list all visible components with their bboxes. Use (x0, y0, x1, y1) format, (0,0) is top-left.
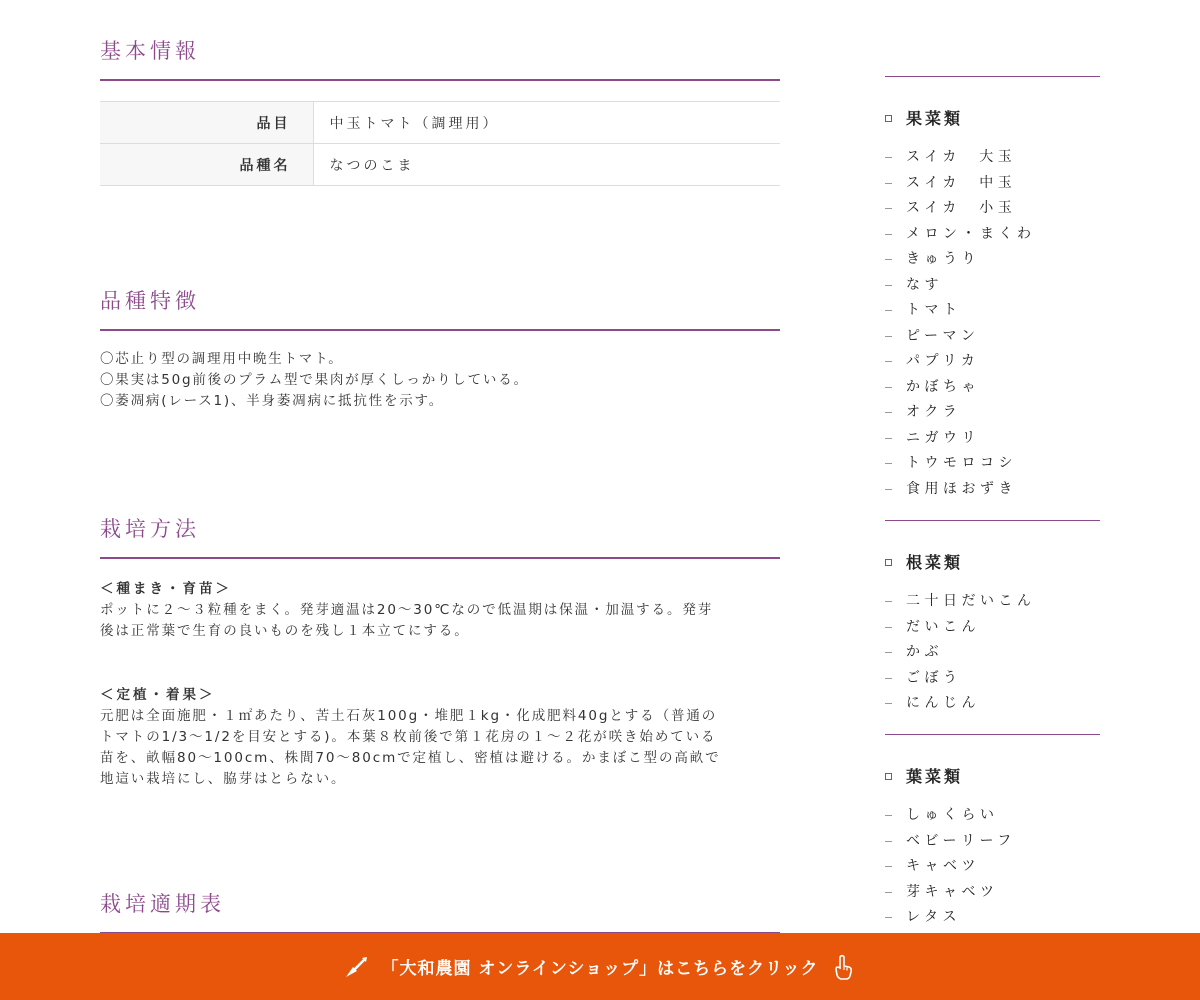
row-label-variety: 品種名 (100, 144, 313, 186)
planting-heading: ＜定植・着果＞ (100, 687, 216, 703)
sowing-heading: ＜種まき・育苗＞ (100, 581, 232, 597)
category-title: 果菜類 (885, 107, 1100, 131)
sidebar-item[interactable] (885, 640, 1100, 666)
row-value-item: 中玉トマト（調理用） (313, 102, 780, 144)
sowing-block (100, 579, 780, 642)
sidebar-item[interactable] (885, 273, 1100, 299)
sidebar-item[interactable] (885, 426, 1100, 452)
sidebar-item-label: きゅうり (906, 251, 980, 267)
sidebar-item[interactable] (885, 691, 1100, 717)
dash-icon (885, 841, 892, 842)
sidebar-item[interactable] (885, 477, 1100, 503)
planting-line: 地這い栽培にし、脇芽はとらない。 (100, 771, 347, 787)
sidebar-item-label: ピーマン (906, 327, 980, 344)
sidebar-item-label: ベビーリーフ (906, 832, 1016, 849)
category-list (885, 589, 1100, 717)
category-list (885, 145, 1100, 502)
dash-icon (885, 678, 892, 679)
sidebar-divider (885, 734, 1100, 735)
sidebar-item-label: レタス (906, 909, 961, 925)
features-title: 品種特徴 (100, 285, 780, 331)
sidebar-item[interactable] (885, 666, 1100, 692)
planting-line: 元肥は全面施肥・１㎡あたり、苦土石灰100g・堆肥１kg・化成肥料40gとする（普通の (100, 708, 718, 724)
dash-icon (885, 652, 892, 653)
planting-line: トマトの1/3～1/2を目安とする)。本葉８枚前後で第１花房の１～２花が咲き始めている (100, 729, 717, 745)
sidebar-item-label: にんじん (906, 695, 980, 711)
sowing-line: ポットに２～３粒種をまく。発芽適温は20～30℃なので低温期は保温・加温する。発芽 (100, 602, 714, 618)
schedule-title: 栽培適期表 (100, 888, 780, 934)
sidebar-item[interactable] (885, 589, 1100, 615)
dash-icon (885, 285, 892, 286)
dash-icon (885, 866, 892, 867)
feature-line: 〇萎凋病(レース1)、半身萎凋病に抵抗性を示す。 (100, 393, 445, 409)
dash-icon (885, 157, 892, 158)
sidebar-item[interactable] (885, 324, 1100, 350)
sidebar-item-label: スイカ 小玉 (906, 200, 1017, 216)
sidebar-item-label: スイカ 大玉 (906, 149, 1017, 165)
sidebar-item[interactable] (885, 615, 1100, 641)
sidebar-item-label: トウモロコシ (906, 455, 1017, 471)
basic-info-section (100, 35, 780, 186)
dash-icon (885, 208, 892, 209)
features-list (100, 349, 780, 412)
dash-icon (885, 438, 892, 439)
sidebar-item-label: パプリカ (906, 353, 980, 369)
sidebar-item-label: なす (906, 276, 943, 293)
sidebar-item-label: メロン・まくわ (906, 225, 1036, 242)
feature-line: 〇果実は50g前後のプラム型で果肉が厚くしっかりしている。 (100, 372, 529, 388)
cultivation-section (100, 513, 780, 790)
sidebar-item-label: かぶ (906, 644, 943, 660)
trowel-icon (342, 953, 370, 981)
basic-info-table (100, 101, 780, 186)
sidebar-item[interactable] (885, 375, 1100, 401)
category-leaf-vegetables (885, 765, 1100, 931)
online-shop-banner[interactable] (0, 933, 1200, 1000)
schedule-section (100, 888, 780, 934)
online-shop-link-text[interactable]: 「大和農園 オンラインショップ」はこちらをクリック (381, 959, 819, 979)
dash-icon (885, 703, 892, 704)
sidebar-item[interactable] (885, 803, 1100, 829)
square-bullet-icon (885, 559, 892, 566)
dash-icon (885, 892, 892, 893)
sidebar-item-label: ごぼう (906, 669, 962, 686)
sidebar-item[interactable] (885, 247, 1100, 273)
dash-icon (885, 259, 892, 260)
feature-line: 〇芯止り型の調理用中晩生トマト。 (100, 351, 344, 367)
dash-icon (885, 234, 892, 235)
sidebar-item-label: しゅくらい (906, 807, 999, 823)
sidebar-divider (885, 76, 1100, 77)
sidebar-item[interactable] (885, 451, 1100, 477)
sidebar-item[interactable] (885, 222, 1100, 248)
dash-icon (885, 917, 892, 918)
sidebar-item-label: ニガウリ (906, 429, 980, 446)
planting-line: 苗を、畝幅80～100cm、株間70～80cmで定植し、密植は避ける。かまぼこ型の高畝で (100, 750, 721, 766)
dash-icon (885, 361, 892, 362)
sidebar-item[interactable] (885, 829, 1100, 855)
sidebar-item[interactable] (885, 298, 1100, 324)
row-label-item: 品目 (100, 102, 313, 144)
basic-info-title: 基本情報 (100, 35, 780, 81)
category-root-vegetables (885, 551, 1100, 717)
sidebar-item[interactable] (885, 145, 1100, 171)
cultivation-title: 栽培方法 (100, 513, 780, 559)
table-row (100, 144, 780, 186)
sidebar-item-label: トマト (906, 302, 962, 318)
dash-icon (885, 815, 892, 816)
features-section (100, 285, 780, 412)
dash-icon (885, 183, 892, 184)
sidebar-item-label: スイカ 中玉 (906, 174, 1017, 191)
dash-icon (885, 310, 892, 311)
category-list (885, 803, 1100, 931)
category-title: 根菜類 (885, 551, 1100, 575)
sidebar-item[interactable] (885, 880, 1100, 906)
sidebar-item-label: 食用ほおずき (906, 480, 1017, 497)
sidebar-item-label: だいこん (906, 618, 980, 635)
sidebar-divider (885, 520, 1100, 521)
sidebar-item[interactable] (885, 171, 1100, 197)
sidebar-item-label: 芽キャベツ (906, 883, 999, 900)
sidebar-item[interactable] (885, 854, 1100, 880)
sidebar-item[interactable] (885, 905, 1100, 931)
planting-block (100, 685, 780, 790)
sidebar-item-label: キャベツ (906, 858, 980, 874)
category-title: 葉菜類 (885, 765, 1100, 789)
row-value-variety: なつのこま (313, 144, 780, 186)
square-bullet-icon (885, 115, 892, 122)
sidebar-item[interactable] (885, 349, 1100, 375)
table-row (100, 102, 780, 144)
dash-icon (885, 336, 892, 337)
dash-icon (885, 627, 892, 628)
dash-icon (885, 489, 892, 490)
square-bullet-icon (885, 773, 892, 780)
dash-icon (885, 387, 892, 388)
sidebar-item-label: 二十日だいこん (906, 593, 1036, 609)
pointing-hand-icon (830, 953, 858, 981)
sowing-line: 後は正常葉で生育の良いものを残し１本立てにする。 (100, 623, 470, 639)
dash-icon (885, 601, 892, 602)
sidebar-item-label: かぼちゃ (906, 378, 980, 395)
sidebar-item[interactable] (885, 196, 1100, 222)
sidebar-item[interactable] (885, 400, 1100, 426)
dash-icon (885, 412, 892, 413)
sidebar-item-label: オクラ (906, 404, 962, 420)
category-fruit-vegetables (885, 107, 1100, 502)
dash-icon (885, 463, 892, 464)
